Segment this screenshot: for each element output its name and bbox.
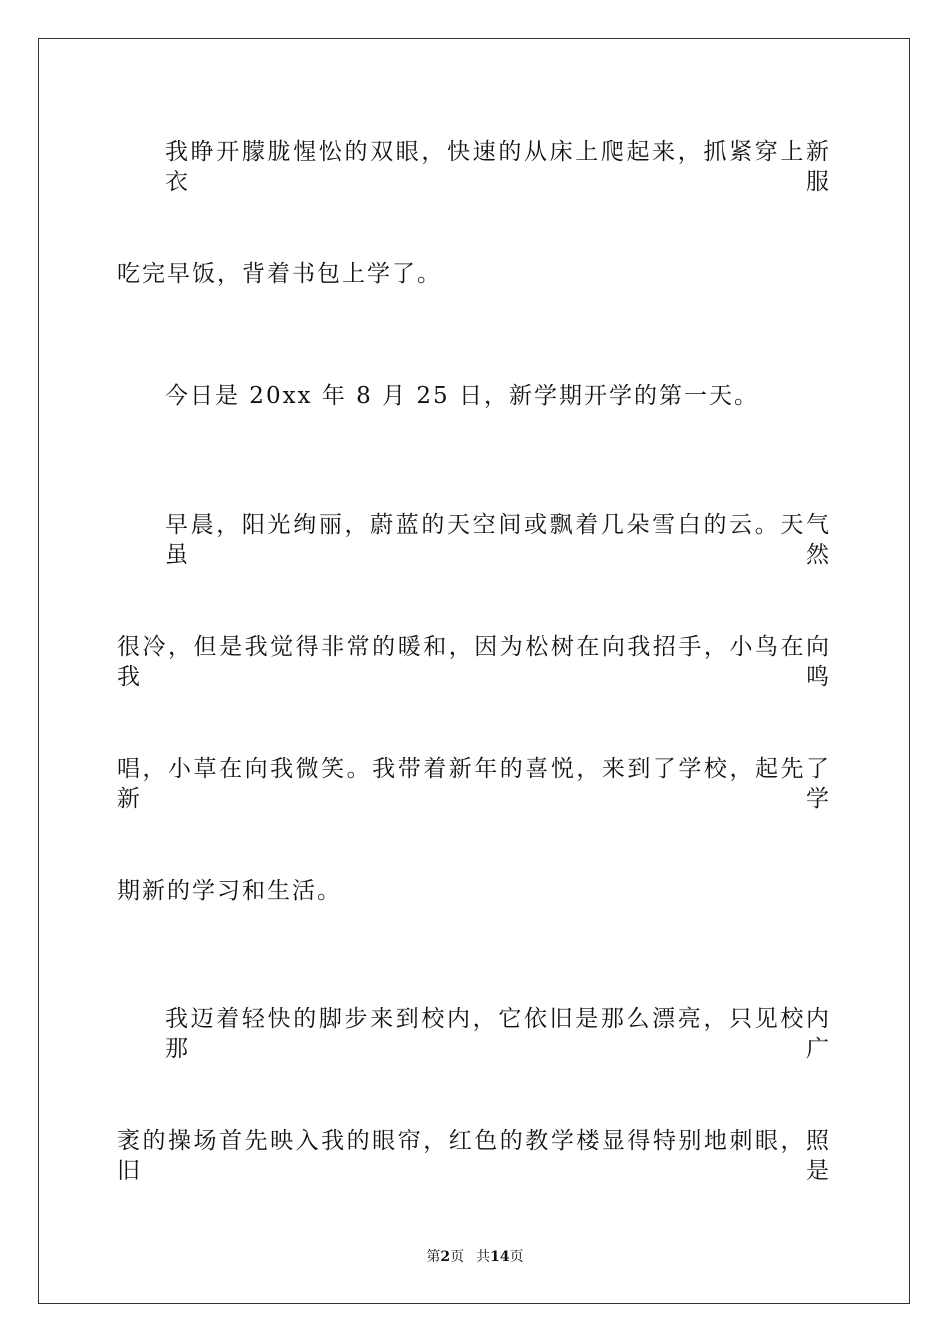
paragraph-1-line-2: 吃完早饭，背着书包上学了。 [117, 261, 442, 287]
paragraph-3-line-3: 唱，小草在向我微笑。我带着新年的喜悦，来到了学校，起先了新学 [117, 756, 831, 812]
paragraph-4-line-1: 我迈着轻快的脚步来到校内，它依旧是那么漂亮，只见校内那广 [165, 1006, 831, 1062]
page-footer [0, 1248, 950, 1266]
paragraph-3-line-2: 很冷，但是我觉得非常的暖和，因为松树在向我招手，小鸟在向我鸣 [117, 634, 831, 690]
paragraph-2-line-1: 今日是 20xx 年 8 月 25 日，新学期开学的第一天。 [165, 383, 759, 409]
paragraph-3-line-4: 期新的学习和生活。 [117, 878, 342, 904]
paragraph-1-line-1: 我睁开朦胧惺忪的双眼，快速的从床上爬起来，抓紧穿上新衣服 [165, 139, 831, 195]
footer-total-number: 14 [490, 1249, 510, 1265]
footer-total-suffix: 页 [509, 1249, 524, 1265]
footer-page-prefix: 第 [426, 1249, 441, 1265]
footer-total-prefix: 共 [476, 1249, 491, 1265]
paragraph-4-line-2: 袤的操场首先映入我的眼帘，红色的教学楼显得特别地刺眼，照旧是 [117, 1128, 831, 1184]
footer-page-suffix: 页 [450, 1249, 465, 1265]
paragraph-3-line-1: 早晨，阳光绚丽，蔚蓝的天空间或飘着几朵雪白的云。天气虽然 [165, 512, 831, 568]
footer-page-number: 2 [440, 1249, 451, 1265]
